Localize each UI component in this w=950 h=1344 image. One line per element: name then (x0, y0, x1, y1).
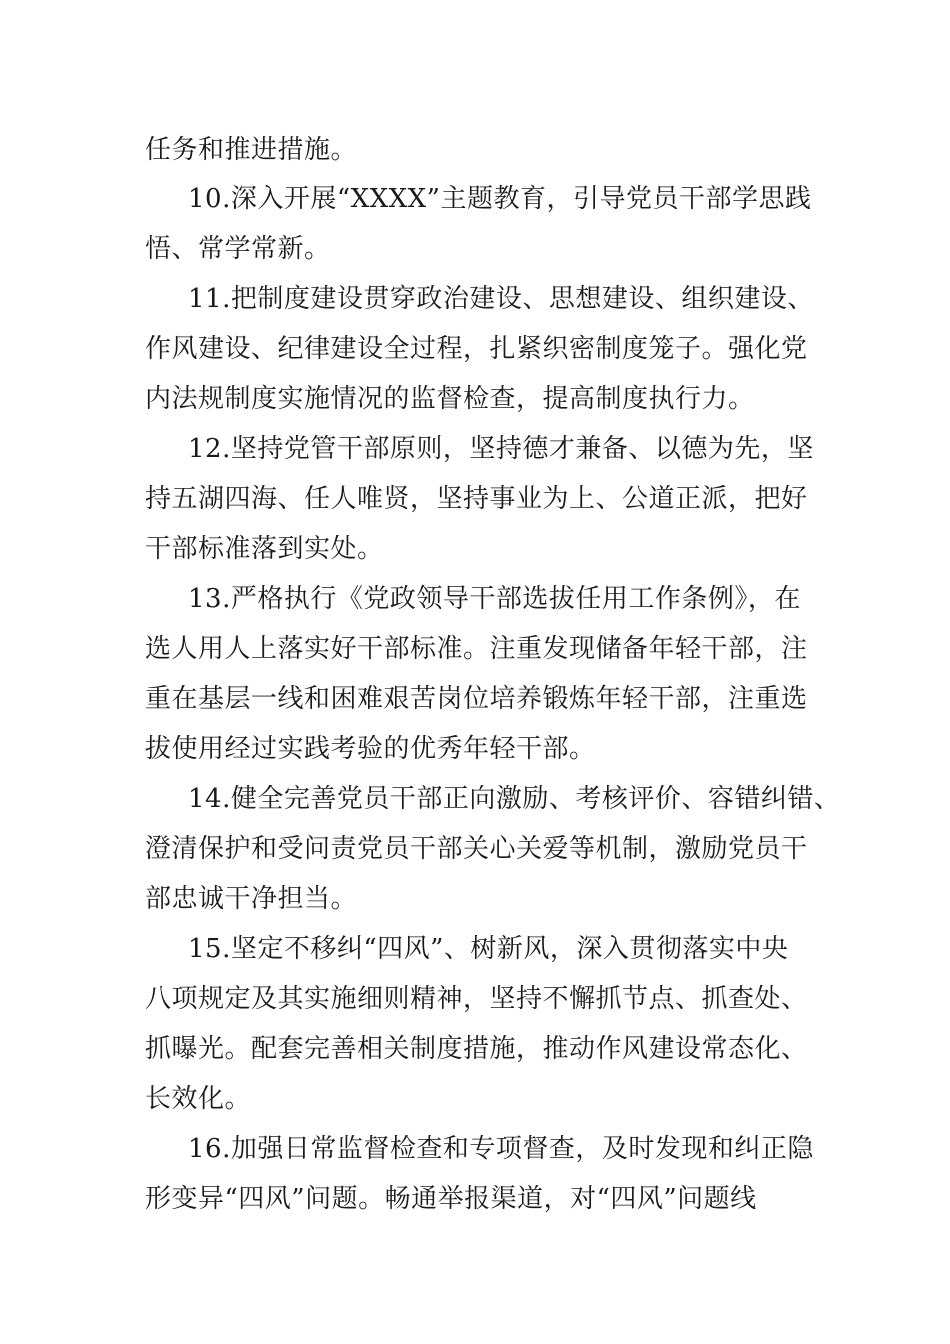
text-line: 干部标准落到实处。 (145, 534, 384, 564)
text-line: 部忠诚干净担当。 (145, 884, 358, 914)
text-line: 形变异“四风”问题。畅通举报渠道，对“四风”问题线 (145, 1184, 757, 1214)
paragraph-11-start: 11.把制度建设贯穿政治建设、思想建设、组织建设、 (188, 284, 814, 314)
text-line: 澄清保护和受问责党员干部关心关爱等机制，激励党员干 (145, 834, 808, 864)
paragraph-13-start: 13.严格执行《党政领导干部选拔任用工作条例》，在 (188, 584, 801, 614)
text-line: 内法规制度实施情况的监督检查，提高制度执行力。 (145, 384, 755, 414)
text-line: 任务和推进措施。 (145, 135, 358, 165)
text-line: 抓曝光。配套完善相关制度措施，推动作风建设常态化、 (145, 1034, 808, 1064)
text-line: 持五湖四海、任人唯贤，坚持事业为上、公道正派，把好 (145, 484, 808, 514)
text-line: 悟、常学常新。 (145, 234, 331, 264)
paragraph-10-start: 10.深入开展“XXXX”主题教育，引导党员干部学思践 (188, 184, 812, 214)
paragraph-14-start: 14.健全完善党员干部正向激励、考核评价、容错纠错、 (188, 784, 841, 814)
text-line: 选人用人上落实好干部标准。注重发现储备年轻干部，注 (145, 634, 808, 664)
text-line: 重在基层一线和困难艰苦岗位培养锻炼年轻干部，注重选 (145, 684, 808, 714)
text-line: 作风建设、纪律建设全过程，扎紧织密制度笼子。强化党 (145, 334, 808, 364)
text-line: 长效化。 (145, 1084, 252, 1114)
text-line: 拔使用经过实践考验的优秀年轻干部。 (145, 734, 596, 764)
text-line: 八项规定及其实施细则精神，坚持不懈抓节点、抓查处、 (145, 984, 808, 1014)
paragraph-16-start: 16.加强日常监督检查和专项督查，及时发现和纠正隐 (188, 1134, 814, 1164)
paragraph-15-start: 15.坚定不移纠“四风”、树新风，深入贯彻落实中央 (188, 934, 789, 964)
paragraph-12-start: 12.坚持党管干部原则，坚持德才兼备、以德为先，坚 (188, 434, 814, 464)
